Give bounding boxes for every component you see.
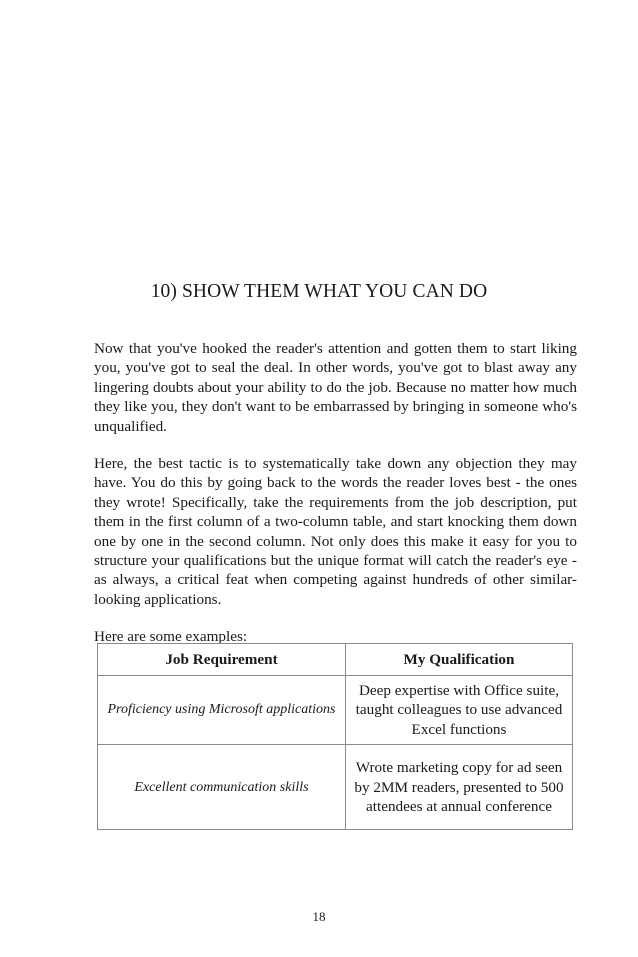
table-row (98, 676, 573, 745)
requirement-cell: Excellent communication skills (98, 745, 346, 830)
requirement-cell: Proficiency using Microsoft applications (98, 676, 346, 745)
table-row (98, 745, 573, 830)
paragraph-tactic: Here, the best tactic is to systematically take down any objection they may have. You do this by going back to the words the reader loves best - the ones they wrote! Specifically, take the requirements from the job description, put them in the first column of a two-column table, and start knocking them down one by one in the second column. Not only does this make it easy for you to structure your qualifications but the unique format will catch the reader's eye - as always, a critical feat when competing against hundreds of other similar-looking applications. (94, 455, 577, 608)
table-header-row (98, 644, 573, 676)
header-my-qualification: My Qualification (346, 644, 573, 676)
paragraph-examples-lead: Here are some examples: (94, 628, 248, 646)
qualification-cell: Deep expertise with Office suite, taught colleagues to use advanced Excel functions (346, 676, 573, 745)
chapter-title: 10) SHOW THEM WHAT YOU CAN DO (150, 281, 488, 302)
body-text (94, 339, 577, 647)
requirements-table (97, 643, 573, 830)
header-job-requirement: Job Requirement (98, 644, 346, 676)
paragraph-intro-hook: Now that you've hooked the reader's attention and gotten them to start liking you, you've got to seal the deal. In other words, you've got to blast away any lingering doubts about your ability to do the job. Because no matter how much they like you, they don't want to be embarrassed by bringing in someone who's unqualified. (94, 340, 577, 435)
qualification-cell: Wrote marketing copy for ad seen by 2MM readers, presented to 500 attendees at annual conference (346, 745, 573, 830)
page-number: 18 (312, 909, 326, 924)
